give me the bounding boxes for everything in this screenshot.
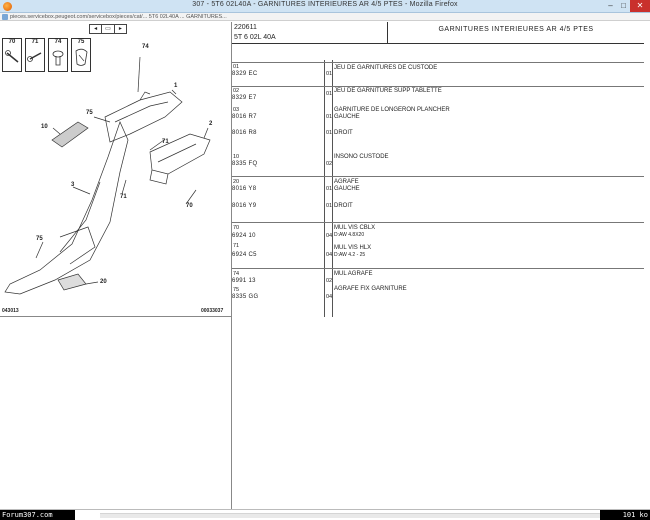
part-box-71[interactable]: 71: [25, 38, 45, 72]
part-description: MUL VIS CBLX: [334, 225, 376, 231]
diagram-pane: [0, 22, 232, 509]
row-ref: 03: [233, 107, 240, 113]
callout-75-bottom: 75: [36, 236, 43, 242]
part-number[interactable]: 8016 Y8: [232, 186, 257, 192]
part-description: INSONO CUSTODE: [334, 154, 389, 160]
prev-icon[interactable]: ◂: [90, 25, 102, 33]
part-description: AGRAFE FIX GARNITURE: [334, 286, 407, 292]
window-controls: [604, 0, 650, 12]
callout-71-lower: 71: [120, 194, 127, 200]
site-identity-icon[interactable]: [2, 14, 8, 20]
row-qty: 02: [326, 161, 333, 167]
parts-section: [232, 222, 644, 268]
callout-74: 74: [142, 44, 149, 50]
part-number[interactable]: 6924 C5: [232, 252, 257, 258]
part-description-variant: GAUCHE: [334, 114, 360, 120]
part-description: JEU DE GARNITURES DE CUSTODE: [334, 65, 438, 71]
part-number[interactable]: 8335 FQ: [232, 161, 258, 167]
status-bar: [0, 509, 650, 520]
part-box-74[interactable]: 74: [48, 38, 68, 72]
parts-section: [232, 176, 644, 222]
horizontal-scrollbar[interactable]: [100, 513, 600, 518]
window-title: 307 - 5T6 02L40A - GARNITURES INTERIEURES AR 4/5 PTES - Mozilla Firefox: [192, 1, 458, 8]
part-number[interactable]: 8329 EC: [232, 71, 258, 77]
diagram-ref-right: 00033037: [201, 308, 224, 314]
callout-1: 1: [174, 83, 178, 89]
row-qty: 04: [326, 252, 333, 258]
minimize-button[interactable]: –: [608, 1, 613, 10]
part-box-75[interactable]: 75: [71, 38, 91, 72]
diagram-area: [0, 22, 232, 317]
callout-70: 70: [186, 203, 193, 209]
parts-header-left: [232, 22, 388, 44]
exploded-view-drawing: [0, 22, 232, 317]
row-ref: 71: [233, 243, 240, 249]
part-number[interactable]: 8329 E7: [232, 95, 257, 101]
part-description: MUL AGRAFE: [334, 271, 373, 277]
maximize-button[interactable]: □: [621, 1, 626, 10]
next-icon[interactable]: ▸: [118, 26, 122, 32]
part-description: DROIT: [334, 203, 353, 209]
diagram-ref-left: 043013: [2, 308, 19, 314]
callout-3: 3: [71, 182, 75, 188]
parts-section: [232, 62, 644, 86]
row-qty: 01: [326, 130, 333, 136]
part-number[interactable]: 8016 R8: [232, 130, 257, 136]
callout-2: 2: [209, 121, 213, 127]
part-description-variant: D:AW 4.2 - 25: [334, 252, 366, 258]
row-ref: 10: [233, 154, 240, 160]
window-title-bar: [0, 0, 650, 13]
part-description-variant: D:AW 4.8X20: [334, 232, 365, 238]
row-qty: 01: [326, 203, 333, 209]
part-number[interactable]: 6924 10: [232, 233, 256, 239]
parts-section: [232, 146, 644, 176]
row-ref: 75: [233, 287, 240, 293]
part-description: JEU DE GARNITURE SUPP TABLETTE: [334, 88, 442, 94]
part-description-variant: GAUCHE: [334, 186, 360, 192]
part-description: AGRAFE: [334, 179, 359, 185]
page-content: [0, 22, 650, 509]
callout-20: 20: [100, 279, 107, 285]
row-qty: 01: [326, 114, 333, 120]
row-qty: 01: [326, 71, 333, 77]
part-number[interactable]: 8335 GG: [232, 294, 259, 300]
parts-section: [232, 268, 644, 317]
parts-title: GARNITURES INTERIEURES AR 4/5 PTES: [438, 26, 594, 33]
callout-71-upper: 71: [162, 139, 169, 145]
print-icon[interactable]: ▭: [102, 25, 114, 33]
part-number[interactable]: 6991 13: [232, 278, 256, 284]
row-ref: 20: [233, 179, 240, 185]
row-ref: 74: [233, 271, 240, 277]
part-description: GARNITURE DE LONGERON PLANCHER: [334, 107, 450, 113]
row-qty: 02: [326, 278, 333, 284]
parts-table: [232, 60, 644, 317]
address-bar[interactable]: [0, 13, 650, 21]
status-size: 101 ko: [600, 510, 650, 520]
callout-10: 10: [41, 124, 48, 130]
row-qty: 04: [326, 294, 333, 300]
url-text[interactable]: pieces.servicebox.peugeot.com/servicebox/pieces/cat/... 5T6 02L40A ... GARNITURES...: [10, 14, 227, 20]
part-box-70[interactable]: 70: [2, 38, 22, 72]
catalog-code: 220611: [234, 24, 257, 31]
close-button[interactable]: ✕: [630, 0, 650, 12]
catalog-subcode: 5T 6 02L 40A: [234, 34, 276, 41]
callout-75-top: 75: [86, 110, 93, 116]
parts-header-right: [388, 22, 644, 44]
row-ref: 01: [233, 64, 240, 70]
row-qty: 01: [326, 91, 333, 97]
row-qty: 04: [326, 233, 333, 239]
part-description: MUL VIS HLX: [334, 245, 372, 251]
part-description: DROIT: [334, 130, 353, 136]
row-ref: 70: [233, 225, 240, 231]
part-number[interactable]: 8016 Y9: [232, 203, 257, 209]
parts-pane: [232, 22, 650, 509]
row-qty: 01: [326, 186, 333, 192]
status-site: Forum307.com: [0, 510, 75, 520]
row-ref: 02: [233, 88, 240, 94]
part-number[interactable]: 8016 R7: [232, 114, 257, 120]
